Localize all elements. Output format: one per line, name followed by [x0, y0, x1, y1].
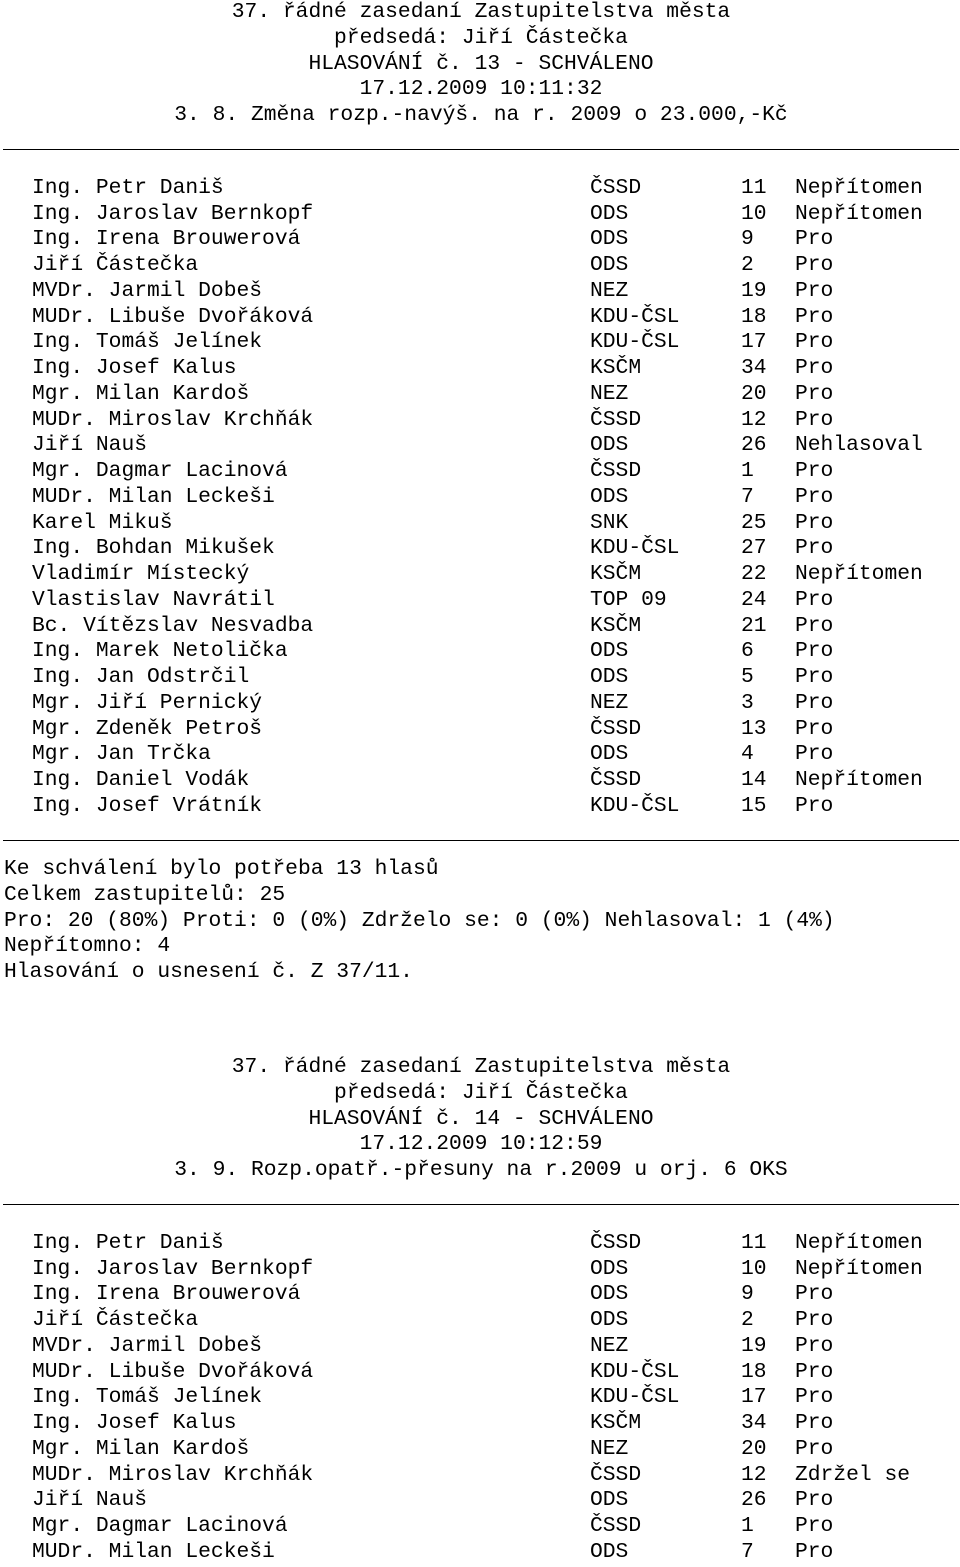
party: KDU-ČSL: [590, 1359, 680, 1384]
table-row: [32, 176, 960, 202]
vote-result: Pro: [795, 1514, 834, 1539]
member-name: Jiří Částečka: [32, 253, 199, 278]
vote-result: Pro: [795, 253, 834, 278]
member-name: MUDr. Miroslav Krchňák: [32, 1462, 314, 1487]
party: NEZ: [590, 381, 629, 406]
table-row: [32, 717, 960, 743]
table-row: [32, 1488, 960, 1514]
vote-result: Pro: [795, 536, 834, 561]
table-row: [32, 691, 960, 717]
member-number: 26: [741, 433, 767, 458]
vote-result: Pro: [795, 227, 834, 252]
member-name: Ing. Petr Daniš: [32, 1230, 224, 1255]
member-number: 15: [741, 793, 767, 818]
member-number: 17: [741, 330, 767, 355]
vote-result: Pro: [795, 716, 834, 741]
member-number: 5: [741, 665, 754, 690]
vote-result: Pro: [795, 330, 834, 355]
table-row: [32, 742, 960, 768]
member-name: Ing. Josef Vrátník: [32, 793, 263, 818]
member-name: Ing. Tomáš Jelínek: [32, 330, 263, 355]
member-number: 14: [741, 768, 767, 793]
table-row: [32, 536, 960, 562]
vote-result: Nehlasoval: [795, 433, 923, 458]
member-number: 7: [741, 1539, 754, 1564]
table-row: [32, 1437, 960, 1463]
vote-table: [32, 1231, 960, 1566]
vote-result: Pro: [795, 665, 834, 690]
vote-result: Nepřítomen: [795, 1230, 923, 1255]
member-name: Ing. Irena Brouwerová: [32, 227, 301, 252]
table-row: [32, 768, 960, 794]
member-name: Mgr. Dagmar Lacinová: [32, 459, 288, 484]
member-name: Ing. Jaroslav Bernkopf: [32, 1256, 314, 1281]
member-number: 12: [741, 1462, 767, 1487]
member-name: MVDr. Jarmil Dobeš: [32, 278, 263, 303]
member-number: 17: [741, 1385, 767, 1410]
table-row: [32, 1334, 960, 1360]
party: KDU-ČSL: [590, 330, 680, 355]
member-name: MUDr. Milan Leckeši: [32, 484, 275, 509]
member-name: Vlastislav Navrátil: [32, 587, 275, 612]
party: ODS: [590, 665, 629, 690]
vote-result: Pro: [795, 793, 834, 818]
table-row: [32, 408, 960, 434]
member-name: Mgr. Jan Trčka: [32, 742, 211, 767]
member-name: MUDr. Milan Leckeši: [32, 1539, 275, 1564]
party: KSČM: [590, 356, 642, 381]
party: ČSSD: [590, 768, 642, 793]
table-row: [32, 305, 960, 331]
party: NEZ: [590, 690, 629, 715]
vote-result: Pro: [795, 1488, 834, 1513]
member-name: Mgr. Jiří Pernický: [32, 690, 263, 715]
divider: [3, 149, 959, 150]
member-number: 6: [741, 639, 754, 664]
vote-result: Pro: [795, 459, 834, 484]
table-row: [32, 665, 960, 691]
vote-record-14: [0, 1055, 960, 1566]
party: ČSSD: [590, 407, 642, 432]
member-number: 19: [741, 278, 767, 303]
vote-counts: Pro: 20 (80%) Proti: 0 (0%) Zdrželo se: 0 (0%) Nehlasoval: 1 (4%): [4, 908, 835, 933]
party: ČSSD: [590, 459, 642, 484]
member-number: 1: [741, 1514, 754, 1539]
table-row: [32, 459, 960, 485]
member-number: 24: [741, 587, 767, 612]
member-number: 20: [741, 1436, 767, 1461]
party: NEZ: [590, 1333, 629, 1358]
member-number: 9: [741, 1282, 754, 1307]
party: ODS: [590, 201, 629, 226]
member-name: MUDr. Libuše Dvořáková: [32, 304, 314, 329]
party: ČSSD: [590, 1230, 642, 1255]
member-name: MUDr. Miroslav Krchňák: [32, 407, 314, 432]
member-name: Ing. Tomáš Jelínek: [32, 1385, 263, 1410]
party: ODS: [590, 1308, 629, 1333]
table-row: [32, 1514, 960, 1540]
table-row: [32, 1231, 960, 1257]
agenda-item: 3. 8. Změna rozp.-navýš. na r. 2009 o 23.000,-Kč: [174, 103, 788, 128]
member-number: 25: [741, 510, 767, 535]
vote-result: Pro: [795, 381, 834, 406]
member-name: Mgr. Zdeněk Petroš: [32, 716, 263, 741]
vote-result: Pro: [795, 304, 834, 329]
vote-summary: [4, 857, 960, 986]
vote-result: Pro: [795, 1359, 834, 1384]
member-name: Ing. Jan Odstrčil: [32, 665, 250, 690]
vote-result: Nepřítomen: [795, 175, 923, 200]
member-number: 11: [741, 1230, 767, 1255]
member-name: Jiří Částečka: [32, 1308, 199, 1333]
table-row: [32, 1360, 960, 1386]
table-row: [32, 1540, 960, 1566]
vote-result: Zdržel se: [795, 1462, 911, 1487]
vote-result: Pro: [795, 1282, 834, 1307]
table-row: [32, 356, 960, 382]
vote-result: Pro: [795, 1385, 834, 1410]
party: KDU-ČSL: [590, 793, 680, 818]
member-number: 20: [741, 381, 767, 406]
member-number: 3: [741, 690, 754, 715]
vote-result: Pro: [795, 587, 834, 612]
vote-number-result: HLASOVÁNÍ č. 14 - SCHVÁLENO: [308, 1106, 654, 1131]
member-number: 34: [741, 1411, 767, 1436]
member-name: MUDr. Libuše Dvořáková: [32, 1359, 314, 1384]
table-row: [32, 202, 960, 228]
member-name: Jiří Nauš: [32, 1488, 148, 1513]
table-row: [32, 330, 960, 356]
divider: [3, 1204, 959, 1205]
table-row: [32, 639, 960, 665]
vote-result: Pro: [795, 407, 834, 432]
party: ODS: [590, 484, 629, 509]
vote-result: Nepřítomen: [795, 1256, 923, 1281]
party: KSČM: [590, 1411, 642, 1436]
table-row: [32, 614, 960, 640]
member-number: 1: [741, 459, 754, 484]
party: ODS: [590, 639, 629, 664]
party: ODS: [590, 1256, 629, 1281]
party: ODS: [590, 227, 629, 252]
member-number: 34: [741, 356, 767, 381]
required-votes: Ke schválení bylo potřeba 13 hlasů: [4, 856, 439, 881]
member-number: 7: [741, 484, 754, 509]
divider: [3, 840, 959, 841]
party: ODS: [590, 1488, 629, 1513]
member-name: Ing. Josef Kalus: [32, 356, 237, 381]
party: ODS: [590, 1539, 629, 1564]
resolution-number: Hlasování o usnesení č. Z 37/11.: [4, 960, 413, 985]
chairperson: předsedá: Jiří Částečka: [334, 25, 628, 50]
party: KDU-ČSL: [590, 536, 680, 561]
member-number: 10: [741, 1256, 767, 1281]
table-row: [32, 1385, 960, 1411]
table-row: [32, 1463, 960, 1489]
member-number: 18: [741, 304, 767, 329]
vote-timestamp: 17.12.2009 10:11:32: [359, 77, 603, 102]
vote-result: Pro: [795, 356, 834, 381]
member-name: Ing. Marek Netolička: [32, 639, 288, 664]
member-number: 13: [741, 716, 767, 741]
vote-number-result: HLASOVÁNÍ č. 13 - SCHVÁLENO: [308, 51, 654, 76]
vote-result: Pro: [795, 278, 834, 303]
member-name: Mgr. Milan Kardoš: [32, 1436, 250, 1461]
table-row: [32, 253, 960, 279]
table-row: [32, 794, 960, 820]
member-number: 27: [741, 536, 767, 561]
table-row: [32, 433, 960, 459]
party: KSČM: [590, 613, 642, 638]
table-row: [32, 227, 960, 253]
table-row: [32, 1282, 960, 1308]
party: ČSSD: [590, 175, 642, 200]
agenda-item: 3. 9. Rozp.opatř.-přesuny na r.2009 u orj. 6 OKS: [174, 1158, 788, 1183]
vote-table: [32, 176, 960, 820]
table-row: [32, 588, 960, 614]
member-number: 19: [741, 1333, 767, 1358]
party: NEZ: [590, 1436, 629, 1461]
member-number: 11: [741, 175, 767, 200]
vote-result: Nepřítomen: [795, 201, 923, 226]
member-number: 21: [741, 613, 767, 638]
party: KDU-ČSL: [590, 304, 680, 329]
vote-result: Nepřítomen: [795, 768, 923, 793]
member-name: Ing. Daniel Vodák: [32, 768, 250, 793]
member-number: 22: [741, 562, 767, 587]
table-row: [32, 511, 960, 537]
party: SNK: [590, 510, 629, 535]
table-row: [32, 382, 960, 408]
vote-timestamp: 17.12.2009 10:12:59: [359, 1132, 603, 1157]
member-name: Mgr. Dagmar Lacinová: [32, 1514, 288, 1539]
vote-result: Pro: [795, 484, 834, 509]
member-name: Ing. Irena Brouwerová: [32, 1282, 301, 1307]
party: TOP 09: [590, 587, 667, 612]
table-row: [32, 1308, 960, 1334]
member-name: Ing. Josef Kalus: [32, 1411, 237, 1436]
member-name: Ing. Bohdan Mikušek: [32, 536, 275, 561]
session-title: 37. řádné zasedaní Zastupitelstva města: [231, 1055, 731, 1079]
absent-count: Nepřítomno: 4: [4, 934, 171, 959]
total-members: Celkem zastupitelů: 25: [4, 882, 286, 907]
vote-result: Pro: [795, 1539, 834, 1564]
party: ČSSD: [590, 716, 642, 741]
vote-result: Pro: [795, 1333, 834, 1358]
vote-result: Pro: [795, 1436, 834, 1461]
vote-header: [0, 0, 960, 129]
member-number: 12: [741, 407, 767, 432]
member-number: 10: [741, 201, 767, 226]
member-number: 4: [741, 742, 754, 767]
vote-result: Pro: [795, 1308, 834, 1333]
member-name: Bc. Vítězslav Nesvadba: [32, 613, 314, 638]
member-number: 26: [741, 1488, 767, 1513]
member-name: Ing. Jaroslav Bernkopf: [32, 201, 314, 226]
party: ODS: [590, 1282, 629, 1307]
party: ODS: [590, 253, 629, 278]
party: ČSSD: [590, 1462, 642, 1487]
member-name: Ing. Petr Daniš: [32, 175, 224, 200]
table-row: [32, 1411, 960, 1437]
member-name: MVDr. Jarmil Dobeš: [32, 1333, 263, 1358]
member-number: 18: [741, 1359, 767, 1384]
session-title: 37. řádné zasedaní Zastupitelstva města: [231, 0, 731, 24]
member-name: Karel Mikuš: [32, 510, 173, 535]
vote-header: [0, 1055, 960, 1184]
vote-result: Pro: [795, 1411, 834, 1436]
vote-result: Pro: [795, 690, 834, 715]
vote-result: Nepřítomen: [795, 562, 923, 587]
chairperson: předsedá: Jiří Částečka: [334, 1080, 628, 1105]
table-row: [32, 562, 960, 588]
member-number: 2: [741, 253, 754, 278]
party: NEZ: [590, 278, 629, 303]
party: ODS: [590, 433, 629, 458]
member-name: Mgr. Milan Kardoš: [32, 381, 250, 406]
member-number: 9: [741, 227, 754, 252]
member-number: 2: [741, 1308, 754, 1333]
party: KSČM: [590, 562, 642, 587]
vote-result: Pro: [795, 510, 834, 535]
vote-result: Pro: [795, 639, 834, 664]
party: ODS: [590, 742, 629, 767]
member-name: Jiří Nauš: [32, 433, 148, 458]
party: KDU-ČSL: [590, 1385, 680, 1410]
vote-result: Pro: [795, 742, 834, 767]
table-row: [32, 485, 960, 511]
table-row: [32, 279, 960, 305]
vote-result: Pro: [795, 613, 834, 638]
member-name: Vladimír Místecký: [32, 562, 250, 587]
table-row: [32, 1257, 960, 1283]
party: ČSSD: [590, 1514, 642, 1539]
